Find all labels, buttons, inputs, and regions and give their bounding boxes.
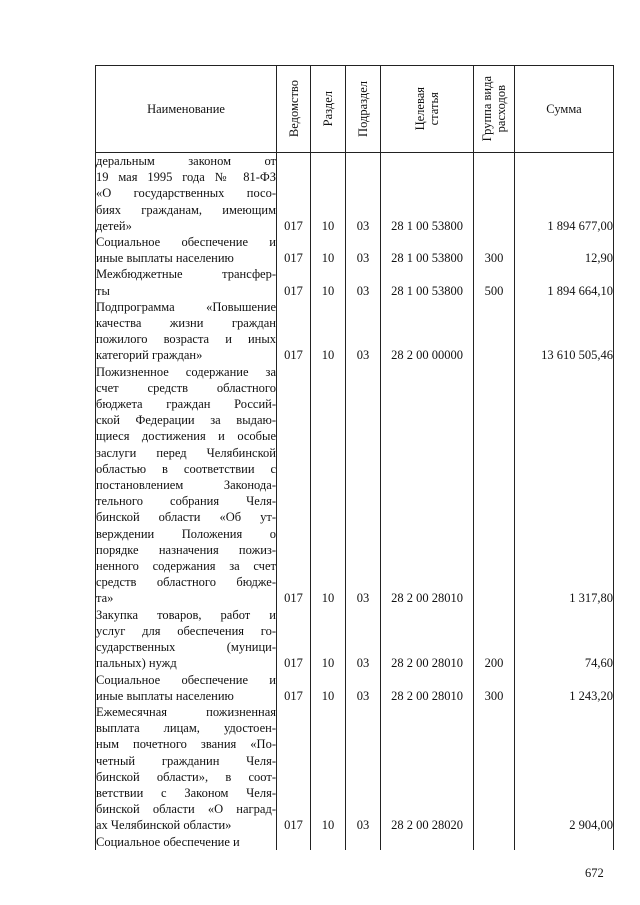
header-vedomstvo-text: Ведомство	[286, 80, 301, 138]
cell-podrazdel: 03	[346, 672, 381, 704]
cell-razdel: 10	[311, 704, 346, 834]
cell-celevaya-statya: 28 2 00 28010	[381, 607, 474, 672]
cell-razdel: 10	[311, 672, 346, 704]
cell-vedomstvo: 017	[277, 266, 311, 298]
row-name-line: Подпрограмма «Повышение	[96, 299, 276, 314]
cell-podrazdel: 03	[346, 153, 381, 235]
row-name-line: категорий граждан»	[96, 348, 203, 363]
row-name-line: ах Челябинской области»	[96, 818, 232, 833]
cell-podrazdel	[346, 834, 381, 850]
header-name: Наименование	[96, 66, 277, 153]
row-name-line: бинской области «О наград-	[96, 802, 276, 817]
cell-podrazdel: 03	[346, 704, 381, 834]
row-name	[96, 607, 277, 672]
row-name	[96, 672, 277, 704]
header-gruppa-text	[480, 76, 508, 141]
cell-podrazdel: 03	[346, 299, 381, 364]
row-name-line: верждении Положения о	[96, 526, 276, 541]
row-name	[96, 153, 277, 235]
row-name-line: «О государственных посо-	[96, 186, 276, 201]
row-name-line: заслуги перед Челябинской	[96, 445, 276, 460]
row-name-line: четный гражданин Челя-	[96, 753, 276, 768]
cell-gruppa-vida	[474, 704, 515, 834]
cell-summa: 1 894 664,10	[515, 266, 614, 298]
header-celevaya-line-2: статья	[427, 92, 441, 126]
page-number: 672	[585, 866, 604, 880]
cell-podrazdel: 03	[346, 364, 381, 607]
row-name-line: биях гражданам, имеющим	[96, 202, 276, 217]
row-name-line: выплата лицам, удостоен-	[96, 721, 276, 736]
header-celevaya-line-1: Целевая	[413, 87, 427, 131]
header-podrazdel-text: Подраздел	[356, 81, 370, 137]
row-name-line: тельного собрания Челя-	[96, 494, 276, 509]
cell-summa: 1 317,80	[515, 364, 614, 607]
row-name-line: пожилого возраста и иных	[96, 332, 276, 347]
cell-vedomstvo: 017	[277, 607, 311, 672]
cell-summa: 74,60	[515, 607, 614, 672]
table-header-row	[96, 66, 614, 153]
cell-gruppa-vida	[474, 299, 515, 364]
row-name-line: средств областного бюдже-	[96, 575, 276, 590]
cell-celevaya-statya: 28 1 00 53800	[381, 234, 474, 266]
row-name-line: Закупка товаров, работ и	[96, 607, 276, 622]
budget-table	[95, 65, 614, 850]
cell-celevaya-statya: 28 2 00 28010	[381, 364, 474, 607]
table-row	[96, 607, 614, 672]
row-name-line: иные выплаты населению	[96, 688, 234, 703]
row-name-line: ты	[96, 283, 110, 298]
row-name-line: счет средств областного	[96, 380, 276, 395]
header-gruppa-line-2: расходов	[494, 85, 508, 133]
row-name	[96, 266, 277, 298]
row-name-line: Социальное обеспечение и	[96, 834, 240, 849]
row-name-line: деральным законом от	[96, 154, 276, 168]
cell-celevaya-statya: 28 1 00 53800	[381, 266, 474, 298]
row-name-line: бинской области», в соот-	[96, 769, 276, 784]
row-name-line: услуг для обеспечения го-	[96, 623, 276, 638]
row-name-line: ветствии с Законом Челя-	[96, 785, 276, 800]
cell-summa: 2 904,00	[515, 704, 614, 834]
table-row	[96, 834, 614, 850]
row-name-line: иные выплаты населению	[96, 251, 234, 266]
row-name-line: 19 мая 1995 года № 81-ФЗ	[96, 170, 276, 185]
cell-razdel: 10	[311, 153, 346, 235]
cell-celevaya-statya: 28 2 00 00000	[381, 299, 474, 364]
cell-razdel: 10	[311, 266, 346, 298]
cell-vedomstvo: 017	[277, 299, 311, 364]
row-name-line: постановлением Законода-	[96, 478, 276, 493]
row-name	[96, 299, 277, 364]
cell-vedomstvo: 017	[277, 704, 311, 834]
table-body	[96, 153, 614, 850]
cell-celevaya-statya	[381, 834, 474, 850]
cell-celevaya-statya: 28 1 00 53800	[381, 153, 474, 235]
cell-razdel: 10	[311, 299, 346, 364]
cell-summa: 1 243,20	[515, 672, 614, 704]
row-name	[96, 834, 277, 850]
row-name-line: областью в соответствии с	[96, 461, 276, 476]
table-row	[96, 364, 614, 607]
row-name-line: бинской области «Об ут-	[96, 510, 276, 525]
row-name-line: Социальное обеспечение и	[96, 235, 276, 250]
row-name-line: щиеся достижения и особые	[96, 429, 276, 444]
row-name	[96, 234, 277, 266]
row-name-line: порядке назначения пожиз-	[96, 542, 276, 557]
row-name-line: Ежемесячная пожизненная	[96, 704, 276, 719]
row-name-line: бюджета граждан Россий-	[96, 397, 276, 412]
header-gruppa-line-1: Группа вида	[480, 76, 494, 142]
cell-vedomstvo: 017	[277, 364, 311, 607]
cell-gruppa-vida: 200	[474, 607, 515, 672]
cell-summa: 12,90	[515, 234, 614, 266]
row-name	[96, 364, 277, 607]
header-vedomstvo	[277, 66, 311, 153]
row-name-line: Социальное обеспечение и	[96, 672, 276, 687]
cell-razdel	[311, 834, 346, 850]
cell-gruppa-vida	[474, 834, 515, 850]
row-name-line: качества жизни граждан	[96, 316, 276, 331]
row-name-line: ской Федерации за выдаю-	[96, 413, 276, 428]
cell-vedomstvo: 017	[277, 672, 311, 704]
table-row	[96, 234, 614, 266]
cell-vedomstvo: 017	[277, 234, 311, 266]
table-row	[96, 672, 614, 704]
table-row	[96, 299, 614, 364]
cell-podrazdel: 03	[346, 234, 381, 266]
row-name-line: детей»	[96, 218, 132, 233]
cell-podrazdel: 03	[346, 266, 381, 298]
row-name-line: Межбюджетные трансфер-	[96, 267, 276, 282]
row-name-line: сударственных (муници-	[96, 640, 276, 655]
header-gruppa-vida-raskhodov	[474, 66, 515, 153]
cell-razdel: 10	[311, 607, 346, 672]
row-name-line: та»	[96, 591, 114, 606]
cell-vedomstvo: 017	[277, 153, 311, 235]
cell-summa: 13 610 505,46	[515, 299, 614, 364]
table-row	[96, 153, 614, 235]
cell-summa	[515, 834, 614, 850]
cell-gruppa-vida	[474, 153, 515, 235]
cell-summa: 1 894 677,00	[515, 153, 614, 235]
header-summa: Сумма	[515, 66, 614, 153]
cell-razdel: 10	[311, 234, 346, 266]
cell-gruppa-vida	[474, 364, 515, 607]
cell-razdel: 10	[311, 364, 346, 607]
row-name-line: Пожизненное содержание за	[96, 364, 276, 379]
header-razdel-text: Раздел	[321, 91, 335, 127]
table-row	[96, 266, 614, 298]
cell-podrazdel: 03	[346, 607, 381, 672]
cell-vedomstvo	[277, 834, 311, 850]
row-name-line: ным почетного звания «По-	[96, 737, 276, 752]
header-razdel	[311, 66, 346, 153]
row-name-line: пальных) нужд	[96, 656, 177, 671]
cell-celevaya-statya: 28 2 00 28020	[381, 704, 474, 834]
row-name	[96, 704, 277, 834]
header-podrazdel	[346, 66, 381, 153]
cell-celevaya-statya: 28 2 00 28010	[381, 672, 474, 704]
cell-gruppa-vida: 300	[474, 234, 515, 266]
header-celevaya-statya	[381, 66, 474, 153]
row-name-line: ненного содержания за счет	[96, 559, 276, 574]
table-row	[96, 704, 614, 834]
cell-gruppa-vida: 300	[474, 672, 515, 704]
cell-gruppa-vida: 500	[474, 266, 515, 298]
header-celevaya-text	[413, 87, 441, 130]
